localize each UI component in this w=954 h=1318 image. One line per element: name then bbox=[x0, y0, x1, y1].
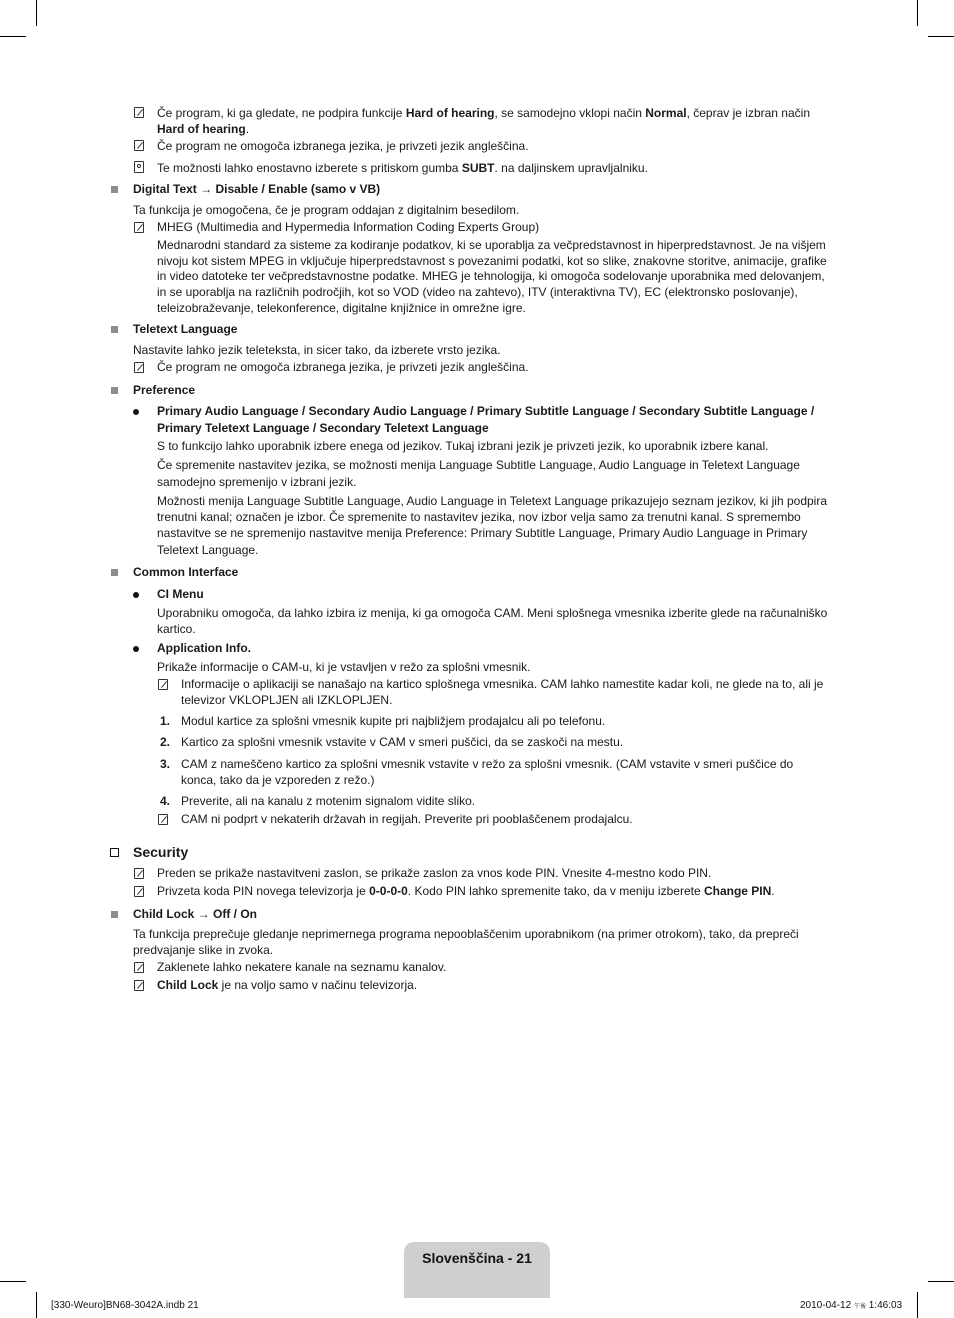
ci-menu-label: CI Menu bbox=[157, 587, 204, 601]
preference-text: Če spremenite nastavitev jezika, se možnosti menija Language Subtitle Language, Audio Language in Teletext Language bbox=[157, 458, 800, 472]
app-info-note: televizor VKLOPLJEN ali IZKLOPLJEN. bbox=[181, 693, 393, 707]
preference-text: Teletext Language. bbox=[157, 543, 259, 557]
bullet-icon bbox=[133, 592, 139, 598]
crop-mark bbox=[917, 0, 918, 26]
step-text: Modul kartice za splošni vmesnik kupite pri najbližjem prodajalcu ali po telefonu. bbox=[181, 714, 606, 728]
preference-bullet: Primary Teletext Language / Secondary Teletext Language bbox=[157, 421, 489, 435]
ci-final-note: CAM ni podprt v nekaterih državah in regijah. Preverite pri pooblaščenem prodajalcu. bbox=[181, 812, 633, 826]
bullet-icon bbox=[133, 409, 139, 415]
crop-mark bbox=[0, 1281, 26, 1282]
bullet-icon bbox=[133, 646, 139, 652]
app-info-label: Application Info. bbox=[157, 641, 251, 655]
preference-text: trenutni kanal; označen je izbor. Če spremenite to nastavitev jezika, nov izbor velja samo za trenutni kanal. S spremembo bbox=[157, 510, 801, 524]
crop-mark bbox=[36, 1292, 37, 1318]
ci-menu-desc: Uporabniku omogoča, da lahko izbira iz menija, ki ga omogoča CAM. Meni splošnega vmesnika izberite glede na računalniško bbox=[157, 606, 828, 620]
note-icon bbox=[134, 886, 144, 897]
crop-mark bbox=[928, 36, 954, 37]
child-lock-note: Zaklenete lahko nekatere kanale na seznamu kanalov. bbox=[157, 960, 447, 974]
step-number: 4. bbox=[160, 794, 171, 808]
crop-mark bbox=[917, 1292, 918, 1318]
remote-control-icon bbox=[134, 161, 144, 173]
note-icon bbox=[134, 140, 144, 151]
note-text: Te možnosti lahko enostavno izberete s pritiskom gumba SUBT. na daljinskem upravljalniku. bbox=[157, 161, 648, 175]
step-text: CAM z nameščeno kartico za splošni vmesnik vstavite v režo za splošni vmesnik. (CAM vstavite v smeri puščice do bbox=[181, 757, 794, 771]
crop-mark bbox=[36, 0, 37, 26]
note-icon bbox=[134, 868, 144, 879]
section-square-icon bbox=[111, 186, 118, 193]
child-lock-heading: Child Lock → Off / On bbox=[133, 907, 257, 921]
preference-heading: Preference bbox=[133, 383, 196, 397]
note-icon bbox=[134, 962, 144, 973]
ci-menu-desc: kartico. bbox=[157, 622, 196, 636]
note-icon bbox=[158, 814, 168, 825]
common-interface-heading: Common Interface bbox=[133, 565, 239, 579]
digital-text-desc: Ta funkcija je omogočena, če je program oddajan z digitalnim besedilom. bbox=[133, 203, 520, 217]
preference-text: nastavitve se ne spremenijo nastavitve menija Preference: Primary Subtitle Language, Primary Audio Language in Primary bbox=[157, 526, 808, 540]
security-heading: Security bbox=[133, 844, 189, 860]
section-square-icon bbox=[111, 387, 118, 394]
mheg-note: MHEG (Multimedia and Hypermedia Information Coding Experts Group) bbox=[157, 220, 540, 234]
security-note: Preden se prikaže nastavitveni zaslon, se prikaže zaslon za vnos kode PIN. Vnesite 4-mestno kodo PIN. bbox=[157, 866, 712, 880]
teletext-note: Če program ne omogoča izbranega jezika, je privzeti jezik angleščina. bbox=[157, 360, 529, 374]
digital-text-heading: Digital Text → Disable / Enable (samo v VB) bbox=[133, 182, 381, 196]
note-icon bbox=[134, 980, 144, 991]
child-lock-desc: predvajanje slike in zvoka. bbox=[133, 943, 274, 957]
step-number: 3. bbox=[160, 757, 171, 771]
note-text: Če program, ki ga gledate, ne podpira funkcije Hard of hearing, se samodejno vklopi način Normal, čeprav je izbran način bbox=[157, 106, 810, 120]
child-lock-desc: Ta funkcija preprečuje gledanje neprimernega programa nepooblaščenim uporabnikom (na primer otrokom), tako, da prepreči bbox=[133, 927, 799, 941]
app-info-note: Informacije o aplikaciji se nanašajo na kartico splošnega vmesnika. CAM lahko namestite kadar koli, ne glede na to, ali je bbox=[181, 677, 824, 691]
note-text: Hard of hearing. bbox=[157, 122, 250, 136]
preference-text: S to funkcijo lahko uporabnik izbere enega od jezikov. Tukaj izbrani jezik je privzeti jezik, ko uporabnik izbere kanal. bbox=[157, 439, 769, 453]
note-text: Če program ne omogoča izbranega jezika, je privzeti jezik angleščina. bbox=[157, 139, 529, 153]
step-number: 1. bbox=[160, 714, 171, 728]
note-icon bbox=[134, 362, 144, 373]
mheg-line: in se uporablja na različnih področjih, kot so VOD (video na zahtevo), ITV (interaktivna TV), EC (elektronsko poslovanje), bbox=[157, 285, 798, 299]
section-square-icon bbox=[111, 569, 118, 576]
mheg-line: Mednarodni standard za sisteme za kodiranje podatkov, ki se uporablja za večpredstavnost in hiperpredstavnost. Je na višjem bbox=[157, 238, 826, 252]
page-number: Slovenščina - 21 bbox=[422, 1250, 532, 1266]
teletext-heading: Teletext Language bbox=[133, 322, 238, 336]
footer-file: [330-Weuro]BN68-3042A.indb 21 bbox=[51, 1300, 199, 1311]
section-square-icon bbox=[111, 911, 118, 918]
checkbox-icon bbox=[110, 848, 119, 857]
teletext-desc: Nastavite lahko jezik teleteksta, in sicer tako, da izberete vrsto jezika. bbox=[133, 343, 501, 357]
preference-bullet: Primary Audio Language / Secondary Audio Language / Primary Subtitle Language / Secondary Subtitle Language / bbox=[157, 404, 815, 418]
step-number: 2. bbox=[160, 735, 171, 749]
app-info-desc: Prikaže informacije o CAM-u, ki je vstavljen v režo za splošni vmesnik. bbox=[157, 660, 531, 674]
mheg-line: teleizobraževanje, telekonference, digitalne knjižnice in omrežne igre. bbox=[157, 301, 526, 315]
note-icon bbox=[134, 107, 144, 118]
note-icon bbox=[134, 222, 144, 233]
child-lock-note: Child Lock je na voljo samo v načinu televizorja. bbox=[157, 978, 418, 992]
section-square-icon bbox=[111, 326, 118, 333]
step-text: Kartico za splošni vmesnik vstavite v CAM v smeri puščici, da se zaskoči na mestu. bbox=[181, 735, 624, 749]
preference-text: samodejno spremenijo v izbrani jezik. bbox=[157, 475, 357, 489]
mheg-line: in video datoteke ter večpredstavnostne podatke. MHEG je tehnologija, ki omogoča sodelovanje uporabnika med delovanjem, bbox=[157, 269, 825, 283]
step-text: konca, tako da je vzporeden z režo.) bbox=[181, 773, 375, 787]
footer-date: 2010-04-12 午後 1:46:03 bbox=[800, 1300, 903, 1311]
preference-text: Možnosti menija Language Subtitle Language, Audio Language in Teletext Language prikazujejo seznam jezikov, ki jih podpira bbox=[157, 494, 828, 508]
crop-mark bbox=[928, 1281, 954, 1282]
security-note: Privzeta koda PIN novega televizorja je 0-0-0-0. Kodo PIN lahko spremenite tako, da v meniju izberete Change PIN. bbox=[157, 884, 775, 898]
page-number-tab bbox=[404, 1242, 550, 1298]
note-icon bbox=[158, 679, 168, 690]
crop-mark bbox=[0, 36, 26, 37]
step-text: Preverite, ali na kanalu z motenim signalom vidite sliko. bbox=[181, 794, 476, 808]
mheg-line: nivoju kot sistem MPEG in vključuje hiperpredstavnost s povezanimi podatki, kot so slike, znakovne storitve, animacije, grafike bbox=[157, 254, 827, 268]
